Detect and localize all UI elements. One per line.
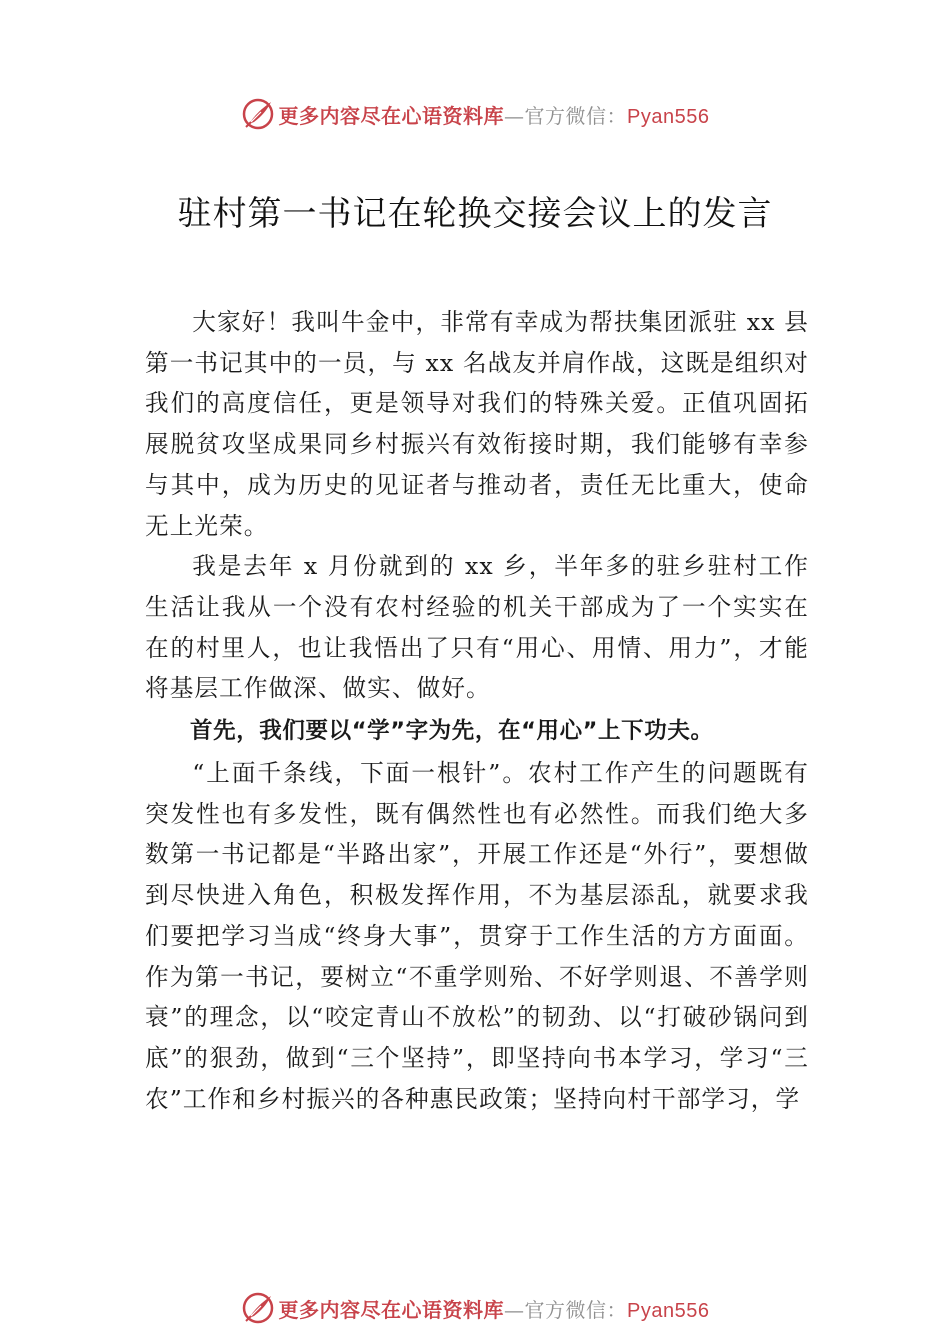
banner-dash: — (504, 103, 525, 128)
paragraph-learning: “上面千条线，下面一根针”。农村工作产生的问题既有突发性也有多发性，既有偶然性也有必然性。而我们绝大多数第一书记都是“半路出家”，开展工作还是“外行”，要想做到尽快进入角色，积极发挥作用，不为基层添乱，就要求我们要把学习当成“终身大事”，贯穿于工作生活的方方面面。作为第一书记，要树立“不重学则殆、不好学则退、不善学则衰”的理念，以“咬定青山不放松”的韧劲、以“打破砂锅问到底”的狠劲，做到“三个坚持”，即坚持向书本学习，学习“三农”工作和乡村振兴的各种惠民政策；坚持向村干部学习，学 (145, 759, 809, 1113)
quill-logo-icon (241, 1291, 275, 1325)
banner-wechat-id: Pyan556 (627, 1299, 710, 1322)
document-body (145, 302, 809, 1119)
footer-watermark-banner (0, 1286, 950, 1330)
banner-text (279, 100, 710, 129)
banner-text (279, 1294, 710, 1323)
banner-wechat-id: Pyan556 (627, 105, 710, 128)
banner-brand-text: 更多内容尽在心语资料库 (278, 1297, 505, 1322)
paragraph-intro: 大家好！我叫牛金中，非常有幸成为帮扶集团派驻 xx 县第一书记其中的一员，与 xx 名战友并肩作战，这既是组织对我们的高度信任，更是领导对我们的特殊关爱。正值巩固拓展脱贫攻坚成果同乡村振兴有效衔接时期，我们能够有幸参与其中，成为历史的见证者与推动者，责任无比重大，使命无上光荣。 (145, 308, 809, 540)
paragraph-experience: 我是去年 x 月份就到的 xx 乡，半年多的驻乡驻村工作生活让我从一个没有农村经验的机关干部成为了一个实实在在的村里人，也让我悟出了只有“用心、用情、用力”，才能将基层工作做深、做实、做好。 (145, 552, 809, 703)
banner-wechat-label: 官方微信： (524, 103, 628, 128)
banner-brand-text: 更多内容尽在心语资料库 (278, 103, 505, 128)
quill-logo-icon (241, 97, 275, 131)
header-watermark-banner (0, 92, 950, 136)
banner-dash: — (504, 1297, 525, 1322)
banner-wechat-label: 官方微信： (524, 1297, 628, 1322)
section-heading-learn: 首先，我们要以“学”字为先，在“用心”上下功夫。 (190, 718, 714, 745)
document-title: 驻村第一书记在轮换交接会议上的发言 (177, 194, 773, 234)
